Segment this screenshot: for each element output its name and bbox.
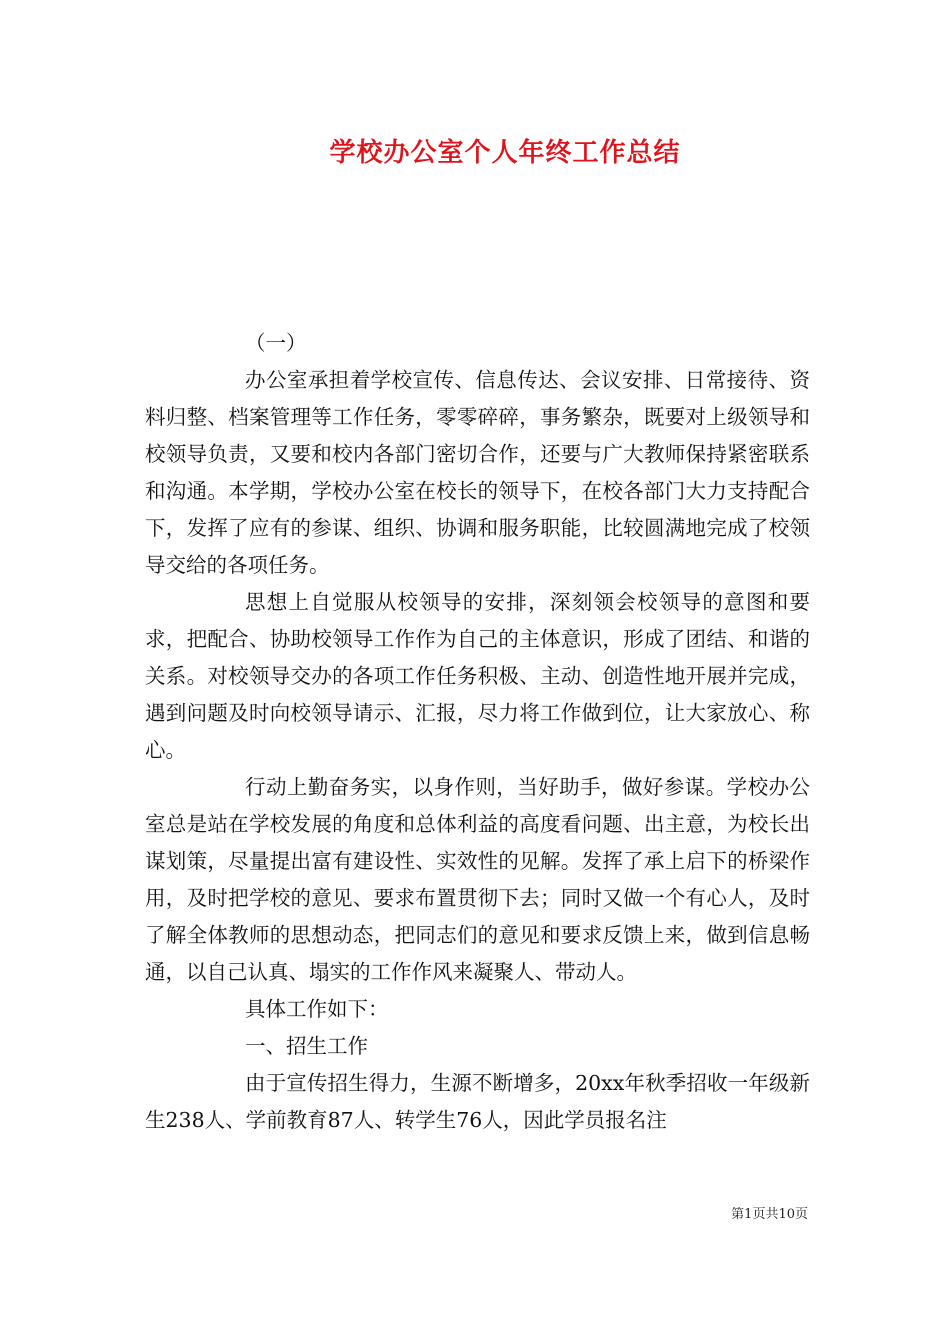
section-marker: （一） <box>245 331 307 355</box>
paragraph-details-heading: 具体工作如下： <box>245 997 389 1021</box>
document-body <box>145 325 810 1139</box>
page-footer: 第1页共10页 <box>731 1207 808 1222</box>
section-heading-enrollment: 一、招生工作 <box>245 1034 368 1058</box>
document-title: 学校办公室个人年终工作总结 <box>329 138 681 168</box>
paragraph-action: 行动上勤奋务实，以身作则，当好助手，做好参谋。学校办公室总是站在学校发展的角度和总体利益的高度看问题、出主意，为校长出谋划策，尽量提出富有建设性、实效性的见解。发挥了承上启下的桥梁作用，及时把学校的意见、要求布置贯彻下去；同时又做一个有心人，及时了解全体教师的思想动态，把同志们的意见和要求反馈上来，做到信息畅通，以自己认真、塌实的工作作风来凝聚人、带动人。 <box>145 775 810 984</box>
paragraph-enrollment: 由于宣传招生得力，生源不断增多，20xx年秋季招收一年级新生238人、学前教育87人、转学生76人，因此学员报名注 <box>145 1071 810 1132</box>
paragraph-thought: 思想上自觉服从校领导的安排，深刻领会校领导的意图和要求，把配合、协助校领导工作作为自己的主体意识，形成了团结、和谐的关系。对校领导交办的各项工作任务积极、主动、创造性地开展并完成，遇到问题及时向校领导请示、汇报，尽力将工作做到位，让大家放心、称心。 <box>145 590 810 762</box>
paragraph-intro: 办公室承担着学校宣传、信息传达、会议安排、日常接待、资料归整、档案管理等工作任务，零零碎碎，事务繁杂，既要对上级领导和校领导负责，又要和校内各部门密切合作，还要与广大教师保持紧密联系和沟通。本学期，学校办公室在校长的领导下，在校各部门大力支持配合下，发挥了应有的参谋、组织、协调和服务职能，比较圆满地完成了校领导交给的各项任务。 <box>145 368 810 577</box>
